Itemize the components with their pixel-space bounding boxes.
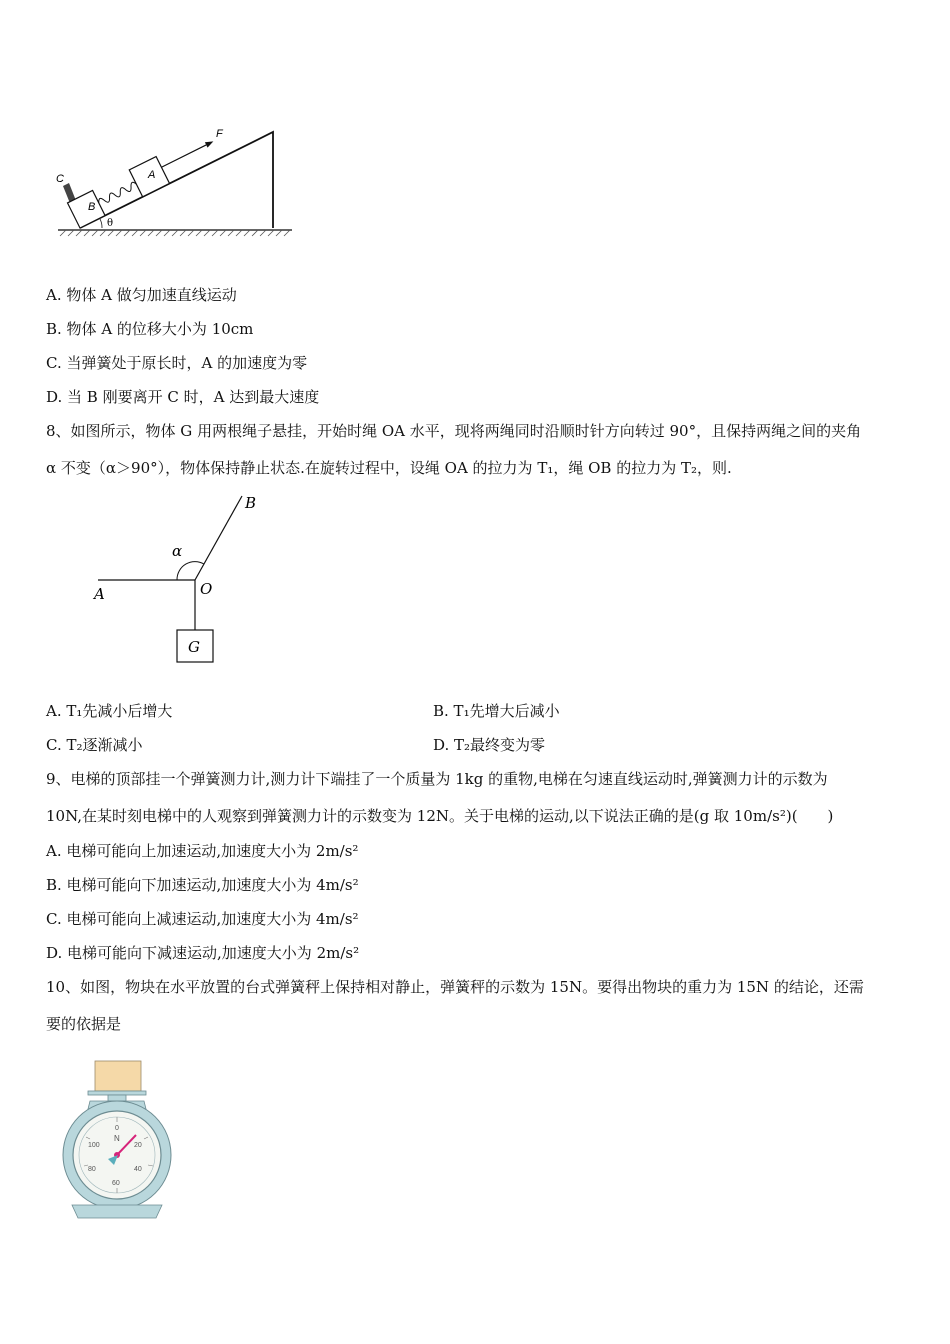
label-O: O xyxy=(200,580,213,598)
label-A: A xyxy=(94,585,105,603)
q7-option-b: B. 物体 A 的位移大小为 10cm xyxy=(46,320,254,338)
label-B: B xyxy=(88,201,96,213)
scale-unit: N xyxy=(114,1134,120,1143)
q9-stem-line1: 9、电梯的顶部挂一个弹簧测力计,测力计下端挂了一个质量为 1kg 的重物,电梯在匀速直线运动时,弹簧测力计的示数为 xyxy=(46,770,828,788)
q10-stem-line1: 10、如图，物块在水平放置的台式弹簧秤上保持相对静止，弹簧秤的示数为 15N。要得出物块的重力为 15N 的结论，还需 xyxy=(46,978,864,996)
tick-20: 20 xyxy=(134,1142,142,1149)
q8-option-c: C. T₂逐渐减小 xyxy=(46,736,143,754)
tick-0: 0 xyxy=(115,1125,119,1132)
q10-stem-line2: 要的依据是 xyxy=(46,1015,122,1033)
scale-figure xyxy=(60,1055,175,1225)
label-B: B xyxy=(245,494,257,512)
label-C: C xyxy=(56,173,64,185)
q8-stem-line2: α 不变（α＞90°），物体保持静止状态.在旋转过程中，设绳 OA 的拉力为 T₁，绳 OB 的拉力为 T₂，则. xyxy=(46,459,732,477)
incline-figure xyxy=(50,120,300,245)
q9-stem-line2: 10N,在某时刻电梯中的人观察到弹簧测力计的示数变为 12N。关于电梯的运动,以下说法正确的是(g 取 10m/s²)( ) xyxy=(46,807,834,825)
tick-80: 80 xyxy=(88,1166,96,1173)
q8-option-b: B. T₁先增大后减小 xyxy=(433,702,560,720)
q7-option-c: C. 当弹簧处于原长时，A 的加速度为零 xyxy=(46,354,308,372)
q9-option-d: D. 电梯可能向下减速运动,加速度大小为 2m/s² xyxy=(46,944,360,962)
label-G: G xyxy=(188,638,200,656)
rope-figure xyxy=(90,488,280,668)
q8-option-a: A. T₁先减小后增大 xyxy=(46,702,173,720)
q7-option-d: D. 当 B 刚要离开 C 时，A 达到最大速度 xyxy=(46,388,320,406)
label-A: A xyxy=(148,169,156,181)
q8-option-d: D. T₂最终变为零 xyxy=(433,736,546,754)
q8-stem-line1: 8、如图所示，物体 G 用两根绳子悬挂，开始时绳 OA 水平，现将两绳同时沿顺时针方向转过 90°，且保持两绳之间的夹角 xyxy=(46,422,862,440)
label-F: F xyxy=(216,128,223,140)
q9-option-b: B. 电梯可能向下加速运动,加速度大小为 4m/s² xyxy=(46,876,359,894)
tick-100: 100 xyxy=(88,1142,100,1149)
label-alpha: α xyxy=(172,542,183,560)
tick-60: 60 xyxy=(112,1180,120,1187)
tick-40: 40 xyxy=(134,1166,142,1173)
label-theta: θ xyxy=(107,218,114,229)
q9-option-c: C. 电梯可能向上减速运动,加速度大小为 4m/s² xyxy=(46,910,359,928)
q7-option-a: A. 物体 A 做匀加速直线运动 xyxy=(46,286,237,304)
q9-option-a: A. 电梯可能向上加速运动,加速度大小为 2m/s² xyxy=(46,842,359,860)
